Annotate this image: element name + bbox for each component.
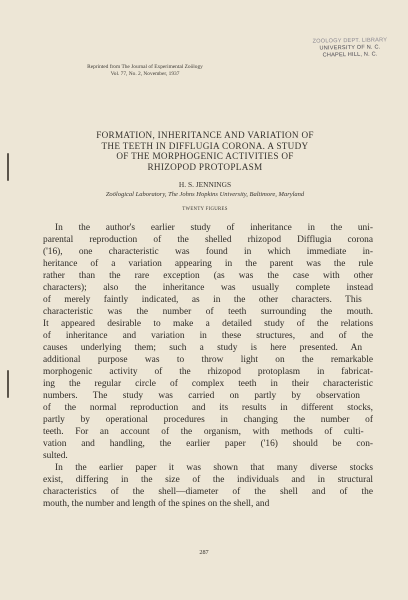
body-line: of inheritance and variation in these structures, and of the: [43, 331, 374, 341]
title-line: THE TEETH IN DIFFLUGIA CORONA. A STUDY: [101, 140, 309, 151]
body-line: It appeared desirable to make a detailed study of the relations: [43, 319, 374, 329]
body-line: parental reproduction of the shelled rhizopod Difflugia corona: [43, 235, 374, 245]
stamp-line: ZOOLOGY DEPT. LIBRARY: [312, 37, 388, 45]
reprint-notice: [40, 64, 250, 78]
author-affiliation: Zoölogical Laboratory, The Johns Hopkins University, Baltimore, Maryland: [105, 191, 305, 198]
body-line: vation and handling, the earlier paper ('16) should be con-: [43, 439, 374, 449]
body-line: In the author's earlier study of inheritance in the uni-: [55, 223, 373, 233]
stamp-line: UNIVERSITY OF N. C.: [319, 44, 381, 52]
body-line: causes underlying them; such a study is here presented. An: [43, 343, 363, 353]
stamp-line: CHAPEL HILL, N. C.: [322, 51, 378, 59]
staple-mark-top: [7, 153, 9, 181]
body-line: sulted.: [43, 451, 68, 461]
page-number: 287: [199, 549, 209, 556]
staple-mark-bottom: [7, 370, 9, 398]
body-line: additional purpose was to throw light on the remarkable: [43, 355, 374, 365]
body-line: ('16), one characteristic was found in which immediate in-: [43, 247, 373, 257]
body-line: ing the regular circle of complex teeth in their characteristic: [43, 379, 374, 389]
paper-title: [58, 130, 352, 172]
body-line: mouth, the number and length of the spines on the shell, and: [43, 499, 270, 509]
body-line: numbers. The study was carried on partly by observation: [43, 391, 360, 401]
body-line: characters); also the inheritance was usually complete instead: [43, 283, 374, 293]
body-line: of the normal reproduction and its results in different stocks,: [43, 403, 373, 413]
body-line: rather than the rare exception (as was the case with other: [43, 271, 374, 281]
body-line: partly by operational procedures in changing the number of: [43, 415, 373, 425]
body-line: heritance of a variation appearing in the parent was the rule: [43, 259, 374, 269]
body-line: teeth. For an account of the organism, with methods of culti-: [43, 427, 364, 437]
body-line: characteristics of the shell—diameter of the shell and of the: [43, 487, 373, 497]
figures-note: TWENTY FIGURES: [182, 207, 228, 212]
reprint-volume: Vol. 77, No. 2, November, 1937: [110, 71, 180, 77]
body-line: morphogenic activity of the rhizopod protoplasm in fabricat-: [43, 367, 373, 377]
body-text: [43, 222, 373, 510]
body-line: characteristic was the number of teeth surrounding the mouth.: [43, 307, 373, 317]
body-line: exist, differing in the size of the individuals and in structural: [43, 475, 373, 485]
title-line: FORMATION, INHERITANCE AND VARIATION OF: [96, 130, 314, 140]
body-line: In the earlier paper it was shown that many diverse stocks: [55, 463, 374, 473]
reprint-source: Reprinted from The Journal of Experimental Zoölogy: [87, 64, 203, 70]
library-stamp: [300, 37, 400, 60]
body-line: of merely faintly indicated, as in the other characters. This: [43, 295, 362, 305]
title-line: RHIZOPOD PROTOPLASM: [147, 161, 263, 172]
author-name: H. S. JENNINGS: [178, 180, 232, 189]
title-line: OF THE MORPHOGENIC ACTIVITIES OF: [116, 151, 294, 161]
